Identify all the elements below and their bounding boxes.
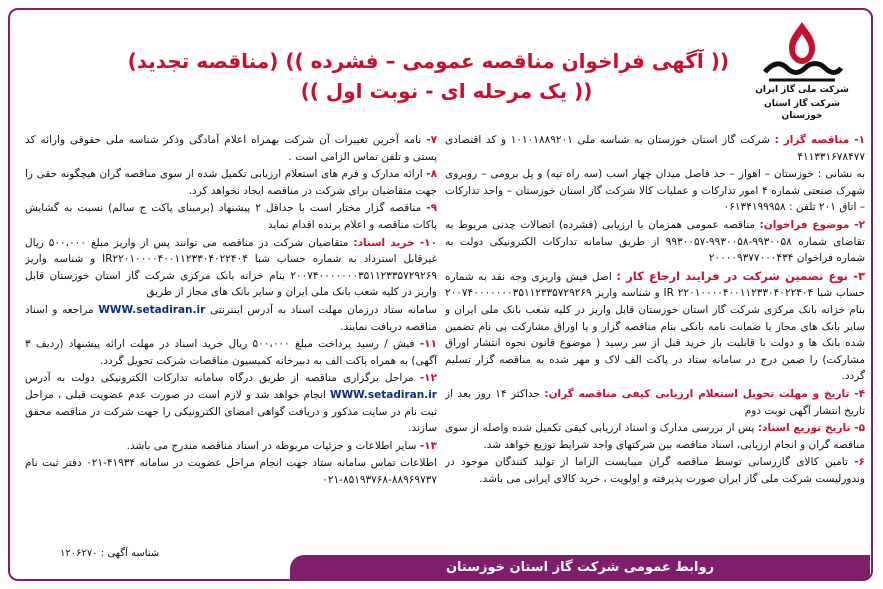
- clause-4: [445, 386, 865, 419]
- clause-1: [445, 132, 865, 165]
- clause-13: [25, 438, 437, 455]
- setadiran-link[interactable]: WWW.setadiran.ir: [98, 303, 206, 316]
- clause-text: اصل فیش واریزی وجه نقد به شماره حساب شبا IR ۲۲۰۱۰۰۰۰۴۰۰۱۱۲۳۳۰۴۰۲۲۴۰۴ و شناسه واریز ۲۰۰۷۴۰۰۰۰۰۰۰۳۵۱۱۲۳۳۵۷۲۹۲۶۹ بنام خزانه بانک مرکزی شرکت گاز استان خوزستان قابل واریز در کلیه شعب بانک ملی ایران و سایر بانک های مجاز یا ضمانت نامه بانکی بنام مناقصه گزار و یا اوراق مشارکت بی نام تضمین شده بانک ها و دولت با قابلیت باز خرید قبل از سر رسید ( موضوع قانون نحوه انتشار اوراق مشارکت) را ضمن درج در سامانه ستاد در پاکت الف لاک و مهر شده به مناقصه گزار تسلیم گردد.: [445, 270, 865, 383]
- title-line-1: (( آگهی فراخوان مناقصه عمومی – فشرده )) (مناقصه تجدید): [127, 49, 729, 73]
- ad-body: [20, 132, 865, 537]
- clause-text-tail: انجام خواهد شد و لازم است در صورت عدم عضویت قبلی ، مراحل ثبت نام در سایت مذکور و دریافت گواهی امضای الکترونیکی را جهت شرکت در مناقصه محقق سازند.: [25, 388, 437, 435]
- clause-9: [25, 200, 437, 233]
- contact-info: [25, 455, 437, 488]
- clause-heading: ۸-: [426, 168, 437, 181]
- clause-heading: ۱۳-: [419, 439, 437, 452]
- clause-11: [25, 336, 437, 369]
- clause-heading: ۳- نوع تضمین شرکت در فرایند ارجاع کار :: [616, 268, 865, 283]
- clause-text: ارائه مدارک و فرم های استعلام ارزیابی تکمیل شده از سوی مناقصه گران هیچگونه حقی را جهت متقاضیان برای شرکت در مناقصه ایجاد نخواهد کرد.: [25, 168, 437, 197]
- gas-company-logo-icon: [759, 18, 845, 82]
- clause-8: [25, 166, 437, 199]
- clause-6: [445, 454, 865, 487]
- right-column: [445, 132, 865, 537]
- title-line-2: (( یک مرحله ای - نوبت اول )): [300, 79, 593, 103]
- clause-text: سایر اطلاعات و جزئیات مربوطه در اسناد مناقصه مندرج می باشد.: [126, 439, 420, 452]
- clause-text: مناقصه گزار مختار است با حداقل ۲ پیشنهاد (برمبنای پاکت ج سالم) نسبت به گشایش پاکات مناقصه و اعلام برنده اقدام نماید: [25, 202, 437, 231]
- clause-heading: ۷-: [426, 134, 437, 146]
- clause-text: حداکثر ۱۴ روز بعد از تاریخ انتشار آگهی نوبت دوم: [445, 387, 865, 417]
- clause-text-tail: مراجعه و اسناد مناقصه دریافت نمایند.: [25, 303, 437, 333]
- left-column: [25, 132, 437, 537]
- clause-text: به نشانی : خوزستان – اهواز – حد فاصل میدان چهار اسب (سه راه تپه) و پل برومی – روبروی شهرک صنعتی شماره ۴ امور تدارکات و عملیات کالا شرکت گاز استان خوزستان – واحد تدارکات – اتاق ۲۰۱ تلفن : ۰۶۱۳۴۱۹۹۹۵۸: [445, 168, 865, 214]
- footer-public-relations: روابط عمومی شرکت گاز استان خوزستان: [290, 555, 870, 581]
- clause-text: مناقصه عمومی همزمان با ارزیابی (فشرده) اتصالات چدنی مربوط به تقاضای شماره ۹۹۳۰۰۵۸-۹۹۳۰۰۵۸-۹۹۳۰۰۵۷ از طریق سامانه تدارکات الکترونیکی دولت به شماره فراخوان ۲۰۰۰۰۹۳۷۷۰۰۰۴۳۴: [445, 218, 865, 265]
- clause-text: مراحل برگزاری مناقصه از طریق درگاه سامانه تدارکات الکترونیکی دولت به آدرس: [25, 372, 420, 385]
- org-line-1: شرکت ملی گاز ایران: [755, 85, 849, 95]
- clause-text: تامین کالای گازرسانی توسط مناقصه گران میبایست الزاما از تولید کنندگان موجود در وندورلیست شرکت ملی گاز ایران صورت پذیرفته و اولویت ، خرید کالای ایرانی می باشد.: [445, 456, 865, 485]
- ad-header: [14, 12, 869, 127]
- clause-text: شرکت گاز استان خوزستان به شناسه ملی ۱۰۱۰۱۸۸۹۲۰۱ و کد اقتصادی ۴۱۱۳۳۱۶۷۸۴۷۷: [445, 134, 865, 163]
- clause-text: پس از بررسی مدارک و اسناد ارزیابی کیفی تکمیل شده واصله از سوی مناقصه گران و انجام ارزیابی، اسناد مناقصه بین شرکتهای واجد شرایط توزیع خواهد شد.: [445, 422, 865, 451]
- clause-heading: ۹-: [426, 202, 437, 215]
- clause-heading: ۵- تاریخ توزیع اسناد:: [757, 422, 865, 435]
- clause-heading: ۴- تاریخ و مهلت تحویل استعلام ارزیابی کیفی مناقصه گران:: [544, 387, 865, 400]
- clause-7: [25, 132, 437, 165]
- clause-heading: ۱۰- خرید اسناد:: [353, 236, 437, 249]
- ad-title: [127, 46, 729, 106]
- clause-heading: ۱- مناقصه گزار :: [774, 134, 865, 146]
- clause-2: [445, 217, 865, 267]
- clause-5: [445, 420, 865, 453]
- org-line-2: شرکت گاز استان خوزستان: [764, 99, 840, 121]
- clause-text: اطلاعات تماس سامانه ستاد جهت انجام مراحل عضویت در سامانه ۴۱۹۳۴-۰۲۱ دفتر ثبت نام ۸۸۹۶۹۷۳۷-۸۵۱۹۳۷۶۸-۰۲۱: [25, 457, 437, 486]
- clause-heading: ۱۲-: [419, 372, 437, 385]
- clause-10: [25, 235, 437, 301]
- clause-12: [25, 370, 437, 436]
- clause-text: نامه آخرین تغییرات آن شرکت بهمراه اعلام آمادگی وذکر شناسه ملی حقوقی وارائه کد پستی و تلفن تماس الزامی است .: [25, 134, 437, 163]
- company-logo: [743, 18, 861, 128]
- clause-heading: ۱۱-: [419, 338, 437, 351]
- clause-3: [445, 268, 865, 385]
- clause-10-url: [25, 302, 437, 335]
- setadiran-link[interactable]: WWW.setadiran.ir: [330, 388, 437, 401]
- clause-1-address: [445, 166, 865, 216]
- clause-text: فیش / رسید پرداخت مبلغ ۵۰۰،۰۰۰ ریال خرید اسناد در مهلت ارائه پیشنهاد (ردیف ۳ آگهی) به همراه پاکت الف به دبیرخانه کمیسیون مناقصات شرکت تحویل گردد.: [25, 338, 437, 367]
- clause-text: سامانه ستاد درزمان مهلت اسناد به آدرس اینترنتی: [209, 303, 437, 316]
- ad-reference-number: شناسه آگهی : ۱۲۰۶۲۷۰: [60, 548, 160, 559]
- clause-heading: ۶-: [854, 456, 865, 469]
- clause-heading: ۲- موضوع فراخوان:: [759, 218, 865, 231]
- clause-text: متقاضیان شرکت در مناقصه می توانند پس از واریز مبلغ ۵۰۰،۰۰۰ ریال غیرقابل استرداد به شماره حساب شبا IR۲۲۰۱۰۰۰۰۴۰۰۱۱۲۳۳۰۴۰۲۲۴۰۴ و شناسه واریز ۲۰۰۷۴۰۰۰۰۰۰۰۳۵۱۱۲۳۳۵۷۲۹۲۶۹ بنام خزانه بانک مرکزی شرکت گاز استان خوزستان قابل واریز در کلیه شعب بانک ملی ایران و سایر بانک های مجاز از طریق: [25, 236, 437, 299]
